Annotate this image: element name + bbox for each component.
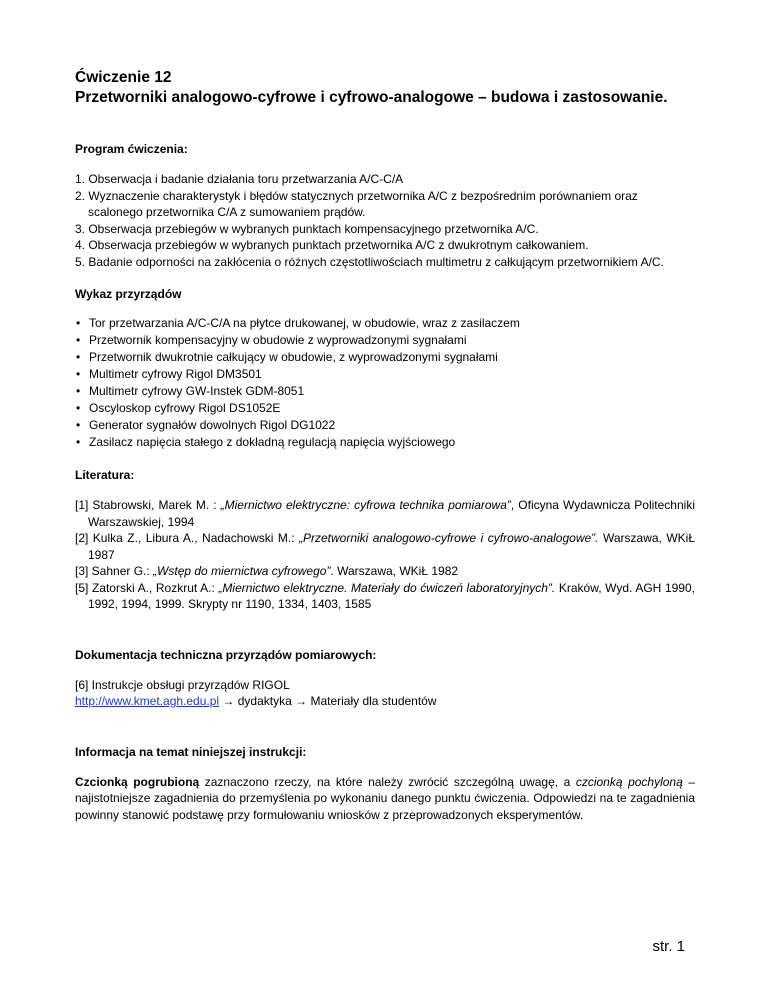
- bullet-icon: •: [76, 350, 81, 364]
- list-item: • Przetwornik dwukrotnie całkujący w obudowie, z wyprowadzonymi sygnałami: [76, 350, 498, 364]
- list-item: • Oscyloskop cyfrowy Rigol DS1052E: [76, 401, 281, 415]
- program-item: 1. Obserwacja i badanie działania toru przetwarzania A/C-C/A: [75, 172, 404, 186]
- list-item: • Multimetr cyfrowy Rigol DM3501: [76, 367, 262, 381]
- list-item: • Zasilacz napięcia stałego z dokładną regulacją napięcia wyjściowego: [76, 435, 456, 449]
- kmet-link[interactable]: http://www.kmet.agh.edu.pl: [75, 694, 220, 708]
- bullet-icon: •: [76, 333, 81, 347]
- documentation-link-line: http://www.kmet.agh.edu.pl → dydaktyka → Materiały dla studentów: [75, 694, 437, 708]
- list-item: • Generator sygnałów dowolnych Rigol DG1022: [76, 418, 336, 432]
- program-item: 3. Obserwacja przebiegów w wybranych punktach kompensacyjnego przetwornika A/C.: [75, 221, 539, 236]
- list-item: • Multimetr cyfrowy GW-Instek GDM-8051: [76, 384, 305, 398]
- bullet-icon: •: [76, 384, 81, 398]
- program-item: 4. Obserwacja przebiegów w wybranych punktach przetwornika A/C z dwukrotnym całkowaniem.: [75, 238, 589, 252]
- info-paragraph: Czcionką pogrubioną zaznaczono rzeczy, na które należy zwrócić szczególną uwagę, a czcionką pochyloną – najistotniejsze zagadnienia do przemyślenia po wykonaniu danego punktu ćwiczenia. Odpowiedzi na te zagadnienia powinny stanowić podstawę przy formułowaniu wniosków z przeprowadzonych eksperymentów.: [75, 774, 695, 822]
- bullet-icon: •: [76, 316, 81, 330]
- literature-item: [2] Kulka Z., Libura A., Nadachowski M.: „Przetworniki analogowo-cyfrowe i cyfrowo-analogowe”. Warszawa, WKiŁ 1987: [75, 531, 696, 562]
- bullet-icon: •: [76, 367, 81, 381]
- document-page: [75, 68, 695, 823]
- program-heading: Program ćwiczenia:: [75, 142, 188, 156]
- documentation-heading: Dokumentacja techniczna przyrządów pomiarowych:: [75, 647, 377, 662]
- bullet-icon: •: [76, 401, 81, 415]
- documentation-item: [6] Instrukcje obsługi przyrządów RIGOL: [75, 677, 290, 692]
- page-number: str. 1: [652, 938, 685, 955]
- program-item: 5. Badanie odporności na zakłócenia o różnych częstotliwościach multimetru z całkującym przetwornikiem A/C.: [75, 254, 664, 269]
- literature-item: [1] Stabrowski, Marek M. : „Miernictwo elektryczne: cyfrowa technika pomiarowa”, Oficyna Wydawnicza Politechniki Warszawskiej, 1994: [75, 498, 695, 529]
- bullet-icon: •: [76, 418, 81, 432]
- literature-heading: Literatura:: [75, 468, 135, 482]
- literature-list: [75, 497, 695, 613]
- list-item: • Tor przetwarzania A/C-C/A na płytce drukowanej, w obudowie, wraz z zasilaczem: [76, 316, 520, 330]
- bullet-icon: •: [76, 435, 81, 449]
- info-heading: Informacja na temat niniejszej instrukcji:: [75, 744, 307, 759]
- exercise-title: Przetworniki analogowo-cyfrowe i cyfrowo-analogowe – budowa i zastosowanie.: [75, 89, 668, 106]
- list-item: • Przetwornik kompensacyjny w obudowie z wyprowadzonymi sygnałami: [76, 333, 467, 347]
- instruments-heading: Wykaz przyrządów: [75, 287, 182, 301]
- instruments-list: [75, 315, 695, 451]
- literature-item: [5] Zatorski A., Rozkrut A.: „Miernictwo elektryczne. Materiały do ćwiczeń laboratoryjnych”. Kraków, Wyd. AGH 1990, 1992, 1994, 1999. Skrypty nr 1190, 1334, 1403, 1585: [75, 580, 695, 611]
- literature-item: [3] Sahner G.: „Wstęp do miernictwa cyfrowego”. Warszawa, WKiŁ 1982: [75, 564, 459, 578]
- program-list: [75, 171, 695, 270]
- exercise-number: Ćwiczenie 12: [75, 69, 172, 86]
- program-item: 2. Wyznaczenie charakterystyk i błędów statycznych przetwornika A/C z bezpośrednim porównaniem oraz scalonego przetwornika C/A z sumowaniem prądów.: [75, 188, 638, 219]
